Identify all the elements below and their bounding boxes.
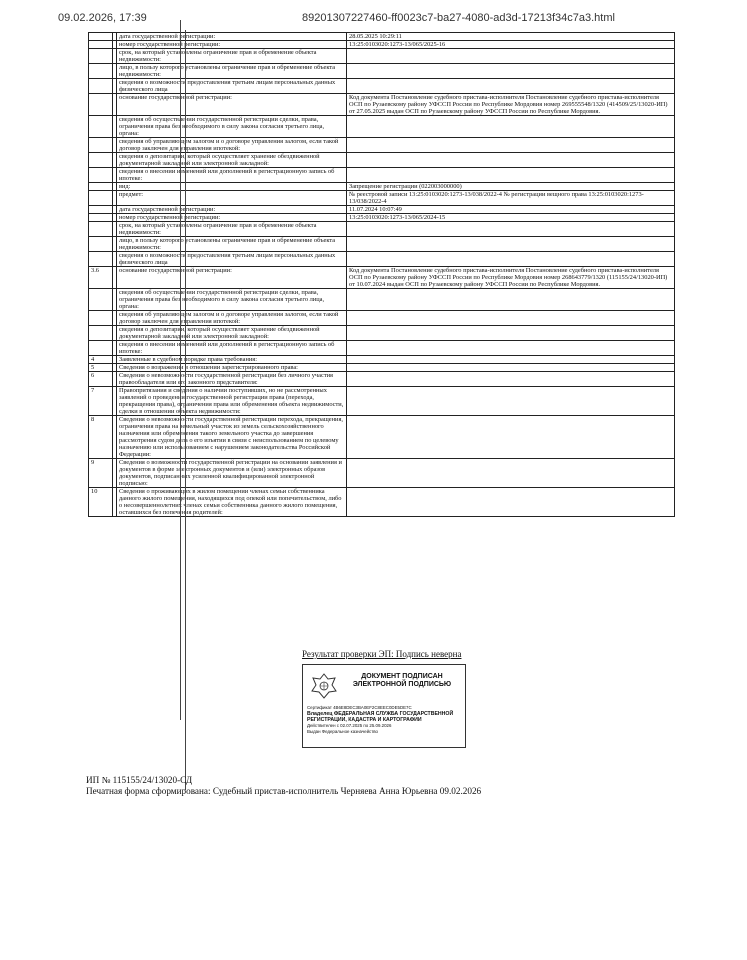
row-value <box>347 488 675 517</box>
enforcement-case-number: ИП № 115155/24/13020-СД <box>86 775 193 785</box>
table-row <box>89 214 675 222</box>
row-value <box>347 356 675 364</box>
row-number: 8 <box>89 416 113 459</box>
row-number: 9 <box>89 459 113 488</box>
row-value <box>347 222 675 237</box>
table-row <box>89 267 675 289</box>
row-number <box>89 168 113 183</box>
row-label: лицо, в пользу которого установлены ограничение прав и обременение объекта недвижимости: <box>117 237 347 252</box>
row-label: дата государственной регистрации: <box>117 33 347 41</box>
table-row <box>89 138 675 153</box>
row-value: № реестровой записи 13:25:0103020:1273-13/038/2022-4 № регистрации вещного права 13:25:0103020:1273-13/038/2022-4 <box>347 191 675 206</box>
row-number <box>89 49 113 64</box>
table-row <box>89 153 675 168</box>
table-row <box>89 326 675 341</box>
row-number <box>89 191 113 206</box>
row-value <box>347 168 675 183</box>
table-row <box>89 488 675 517</box>
table-row <box>89 33 675 41</box>
row-label: сведения о возможности предоставления третьим лицам персональных данных физического лица <box>117 79 347 94</box>
row-value <box>347 252 675 267</box>
footer <box>86 775 481 797</box>
row-value <box>347 79 675 94</box>
stamp-title-line2: ЭЛЕКТРОННОЙ ПОДПИСЬЮ <box>352 681 452 688</box>
row-label: сведения об осуществлении государственной регистрации сделки, права, ограничения права без необходимого в силу закона согласия третьего лица, органа: <box>117 116 347 138</box>
table-row <box>89 49 675 64</box>
row-label: Сведения о возражении в отношении зарегистрированного права: <box>117 364 347 372</box>
row-value <box>347 311 675 326</box>
row-number <box>89 289 113 311</box>
row-value <box>347 116 675 138</box>
row-number <box>89 214 113 222</box>
row-number <box>89 33 113 41</box>
coat-of-arms-icon <box>309 671 339 701</box>
row-number <box>89 311 113 326</box>
row-number: 6 <box>89 372 113 387</box>
row-label: сведения об управляющем залогом и о договоре управления залогом, если такой договор заключен для управления ипотекой: <box>117 311 347 326</box>
row-value: Код документа Постановление судебного пристава-исполнителя Постановление судебного пристава-исполнителя ОСП по Рузаевскому району УФССП России по Республике Мордовия номер 268643779/1320 (115155/24/13020-ИП) от 10.07.2024 выдан ОСП по Рузаевскому району УФССП России по Республике Мордовия. <box>347 267 675 289</box>
row-number <box>89 153 113 168</box>
row-value <box>347 64 675 79</box>
row-label: Заявленные в судебном порядке права требования: <box>117 356 347 364</box>
stamp-owner: Владелец ФЕДЕРАЛЬНАЯ СЛУЖБА ГОСУДАРСТВЕННОЙ РЕГИСТРАЦИИ, КАДАСТРА И КАРТОГРАФИИ <box>307 711 454 723</box>
row-label: сведения об осуществлении государственной регистрации сделки, права, ограничения права без необходимого в силу закона согласия третьего лица, органа: <box>117 289 347 311</box>
row-number <box>89 94 113 116</box>
row-value <box>347 138 675 153</box>
row-number <box>89 116 113 138</box>
table-row <box>89 364 675 372</box>
table-row <box>89 64 675 79</box>
row-label: Правопритязания и сведения о наличии поступивших, но не рассмотренных заявлений о проведении государственной регистрации права (перехода, прекращения права), ограничения права или обременения объекта недвижимости, сделки в отношении объекта недвижимости: <box>117 387 347 416</box>
row-value <box>347 326 675 341</box>
row-label: сведения об управляющем залогом и о договоре управления залогом, если такой договор заключен для управления ипотекой: <box>117 138 347 153</box>
row-label: номер государственной регистрации: <box>117 41 347 49</box>
electronic-signature-stamp <box>302 664 466 748</box>
row-label: сведения о возможности предоставления третьим лицам персональных данных физического лица <box>117 252 347 267</box>
scan-artifact-line <box>185 30 186 790</box>
row-label: основание государственной регистрации: <box>117 94 347 116</box>
row-label: сведения о депозитарии, который осуществляет хранение обездвиженной документарной закладной или электронной закладной: <box>117 153 347 168</box>
row-number: 4 <box>89 356 113 364</box>
stamp-title <box>343 673 461 689</box>
table-row <box>89 191 675 206</box>
row-number <box>89 79 113 94</box>
table-row <box>89 416 675 459</box>
row-value <box>347 341 675 356</box>
row-label: лицо, в пользу которого установлены ограничение прав и обременение объекта недвижимости: <box>117 64 347 79</box>
row-number <box>89 64 113 79</box>
row-label: Сведения о возможности государственной регистрации на основании заявления и документов в форме электронных документов и (или) электронных образов документов, подписанных усиленной квалифицированной электронной подписью: <box>117 459 347 488</box>
registry-extract-body <box>89 33 675 517</box>
stamp-details <box>307 705 463 735</box>
table-row <box>89 289 675 311</box>
table-row <box>89 183 675 191</box>
row-value: 13:25:0103020:1273-13/065/2024-15 <box>347 214 675 222</box>
stamp-certificate: Сертификат 4B6E8DEC3BA0EF2C8EEC0DE5DE7C <box>307 705 412 710</box>
row-label: сведения о депозитарии, который осуществляет хранение обездвиженной документарной закладной или электронной закладной: <box>117 326 347 341</box>
print-filename: 89201307227460-ff0023c7-ba27-4080-ad3d-17213f34c7a3.html <box>302 12 615 24</box>
row-label: сведения о внесении изменений или дополнений в регистрационную запись об ипотеке: <box>117 168 347 183</box>
row-number: 5 <box>89 364 113 372</box>
row-number <box>89 41 113 49</box>
row-value: 13:25:0103020:1273-13/065/2025-16 <box>347 41 675 49</box>
row-value <box>347 237 675 252</box>
row-label: вид: <box>117 183 347 191</box>
table-row <box>89 459 675 488</box>
row-label: Сведения о проживающих в жилом помещении членах семьи собственника данного жилого помещения, находящихся под опекой или попечительством, либо о несовершеннолетних членах семьи собственника данного жилого помещения, оставшихся без попечения родителей: <box>117 488 347 517</box>
row-label: дата государственной регистрации: <box>117 206 347 214</box>
stamp-issuer: Выдан Федеральное казначейство <box>307 729 378 734</box>
row-number <box>89 206 113 214</box>
row-value: 11.07.2024 10:07:49 <box>347 206 675 214</box>
row-label: Сведения о невозможности государственной регистрации перехода, прекращения, ограничения права на земельный участок из земель сельскохозяйственного назначения или обременения такого земельного участка до завершения рассмотрения судом дела о его изъятии в связи с неиспользованием по целевому назначению или использованием с нарушением законодательства Российской Федерации: <box>117 416 347 459</box>
row-number: 7 <box>89 387 113 416</box>
row-value <box>347 416 675 459</box>
row-value <box>347 49 675 64</box>
table-row <box>89 387 675 416</box>
table-row <box>89 168 675 183</box>
table-row <box>89 356 675 364</box>
stamp-title-line1: ДОКУМЕНТ ПОДПИСАН <box>361 673 443 680</box>
table-row <box>89 237 675 252</box>
row-value <box>347 387 675 416</box>
table-row <box>89 252 675 267</box>
print-form-author: Печатная форма сформирована: Судебный пристав-исполнитель Черняева Анна Юрьевна 09.02.2026 <box>86 786 482 796</box>
row-value <box>347 459 675 488</box>
row-number <box>89 237 113 252</box>
row-value: Код документа Постановление судебного пристава-исполнителя Постановление судебного пристава-исполнителя ОСП по Рузаевскому району УФССП России по Республике Мордовия номер 269555548/1320 (414509/25/13020-ИП) от 27.05.2025 выдан ОСП по Рузаевскому району УФССП России по Республике Мордовия. <box>347 94 675 116</box>
table-row <box>89 311 675 326</box>
row-value <box>347 364 675 372</box>
row-label: срок, на который установлены ограничение прав и обременение объекта недвижимости: <box>117 222 347 237</box>
row-number <box>89 252 113 267</box>
table-row <box>89 116 675 138</box>
table-row <box>89 222 675 237</box>
row-value <box>347 289 675 311</box>
registry-extract-table <box>88 32 675 517</box>
table-row <box>89 341 675 356</box>
row-number <box>89 326 113 341</box>
table-row <box>89 206 675 214</box>
row-number <box>89 183 113 191</box>
table-row <box>89 372 675 387</box>
row-number <box>89 341 113 356</box>
stamp-validity: Действителен с 02.07.2025 по 25.09.2026 <box>307 723 392 728</box>
row-number: 3.6 <box>89 267 113 289</box>
signature-verification-result: Результат проверки ЭП: Подпись неверна <box>302 649 462 659</box>
row-value <box>347 372 675 387</box>
row-value <box>347 153 675 168</box>
row-label: номер государственной регистрации: <box>117 214 347 222</box>
print-timestamp: 09.02.2026, 17:39 <box>58 12 147 24</box>
row-value: Запрещение регистрации (022003000000) <box>347 183 675 191</box>
table-row <box>89 79 675 94</box>
row-number: 10 <box>89 488 113 517</box>
scan-artifact-line <box>180 20 181 720</box>
row-value: 28.05.2025 10:29:11 <box>347 33 675 41</box>
row-label: срок, на который установлены ограничение прав и обременение объекта недвижимости: <box>117 49 347 64</box>
row-label: Сведения о невозможности государственной регистрации без личного участия правообладателя или его законного представителя: <box>117 372 347 387</box>
row-label: основание государственной регистрации: <box>117 267 347 289</box>
row-number <box>89 222 113 237</box>
row-label: предмет: <box>117 191 347 206</box>
table-row <box>89 41 675 49</box>
table-row <box>89 94 675 116</box>
row-number <box>89 138 113 153</box>
row-label: сведения о внесении изменений или дополнений в регистрационную запись об ипотеке: <box>117 341 347 356</box>
